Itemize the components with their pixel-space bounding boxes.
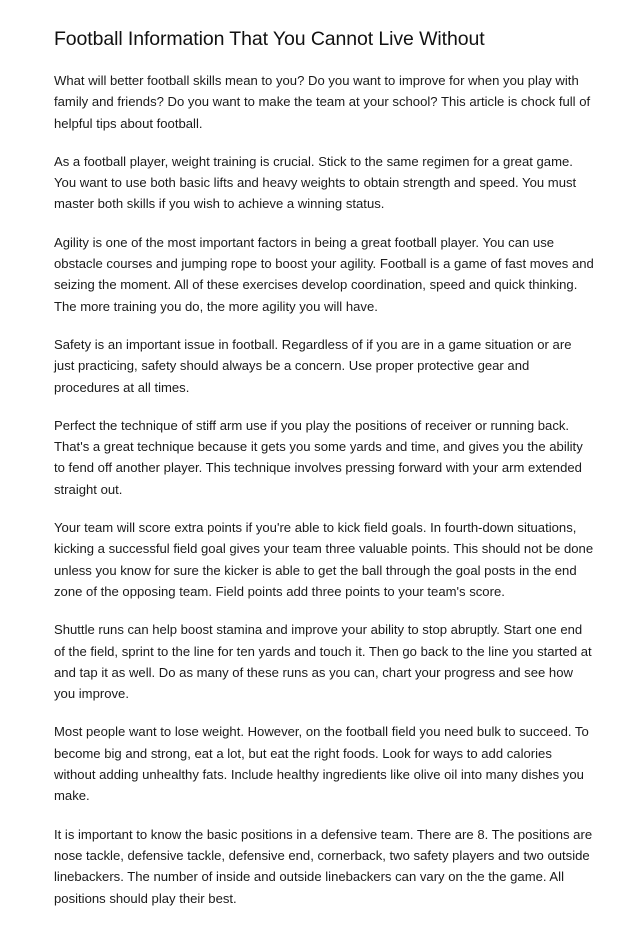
paragraph: It is important to know the basic positions in a defensive team. There are 8. The positions are nose tackle, defensive tackle, defensive end, cornerback, two safety players and two outside linebackers. The number of inside and outside linebackers can vary on the the game. All positions should play their best. (54, 826, 593, 906)
paragraph: Safety is an important issue in football. Regardless of if you are in a game situation or are just practicing, safety should always be a concern. Use proper protective gear and procedures at all times. (54, 336, 572, 395)
paragraph: Agility is one of the most important factors in being a great football player. You can use obstacle courses and jumping rope to boost your agility. Football is a game of fast moves and seizing the moment. All of these exercises develop coordination, speed and quick thinking. The more training you do, the more agility you will have. (54, 234, 594, 314)
document-title: Football Information That You Cannot Live Without (54, 28, 485, 50)
paragraph: Your team will score extra points if you're able to kick field goals. In fourth-down situations, kicking a successful field goal gives your team three valuable points. This should not be done unless you know for sure the kicker is able to get the ball through the goal posts in the end zone of the opposing team. Field points add three points to your team's score. (54, 520, 594, 599)
paragraph: Shuttle runs can help boost stamina and improve your ability to stop abruptly. Start one end of the field, sprint to the line for ten yards and touch it. Then go back to the line you started at and tap it as well. Do as many of these runs as you can, chart your progress and see how you improve. (54, 622, 592, 702)
paragraph: Most people want to lose weight. However, on the football field you need bulk to succeed. To become big and strong, eat a lot, but eat the right foods. Look for ways to add calories without adding unhealthy fats. Include healthy ingredients like olive oil into many dishes you make. (54, 724, 589, 804)
paragraph: Perfect the technique of stiff arm use if you play the positions of receiver or running back. That's a great technique because it gets you some yards and time, and gives you the ability to fend off another player. This technique involves pressing forward with your arm extended straight out. (54, 417, 583, 497)
paragraph: What will better football skills mean to you? Do you want to improve for when you play with family and friends? Do you want to make the team at your school? This article is chock full of helpful tips about football. (54, 73, 591, 131)
paragraph: As a football player, weight training is crucial. Stick to the same regimen for a great game. You want to use both basic lifts and heavy weights to obtain strength and speed. You must master both skills if you wish to achieve a winning status. (54, 153, 577, 212)
document-page (54, 26, 594, 926)
